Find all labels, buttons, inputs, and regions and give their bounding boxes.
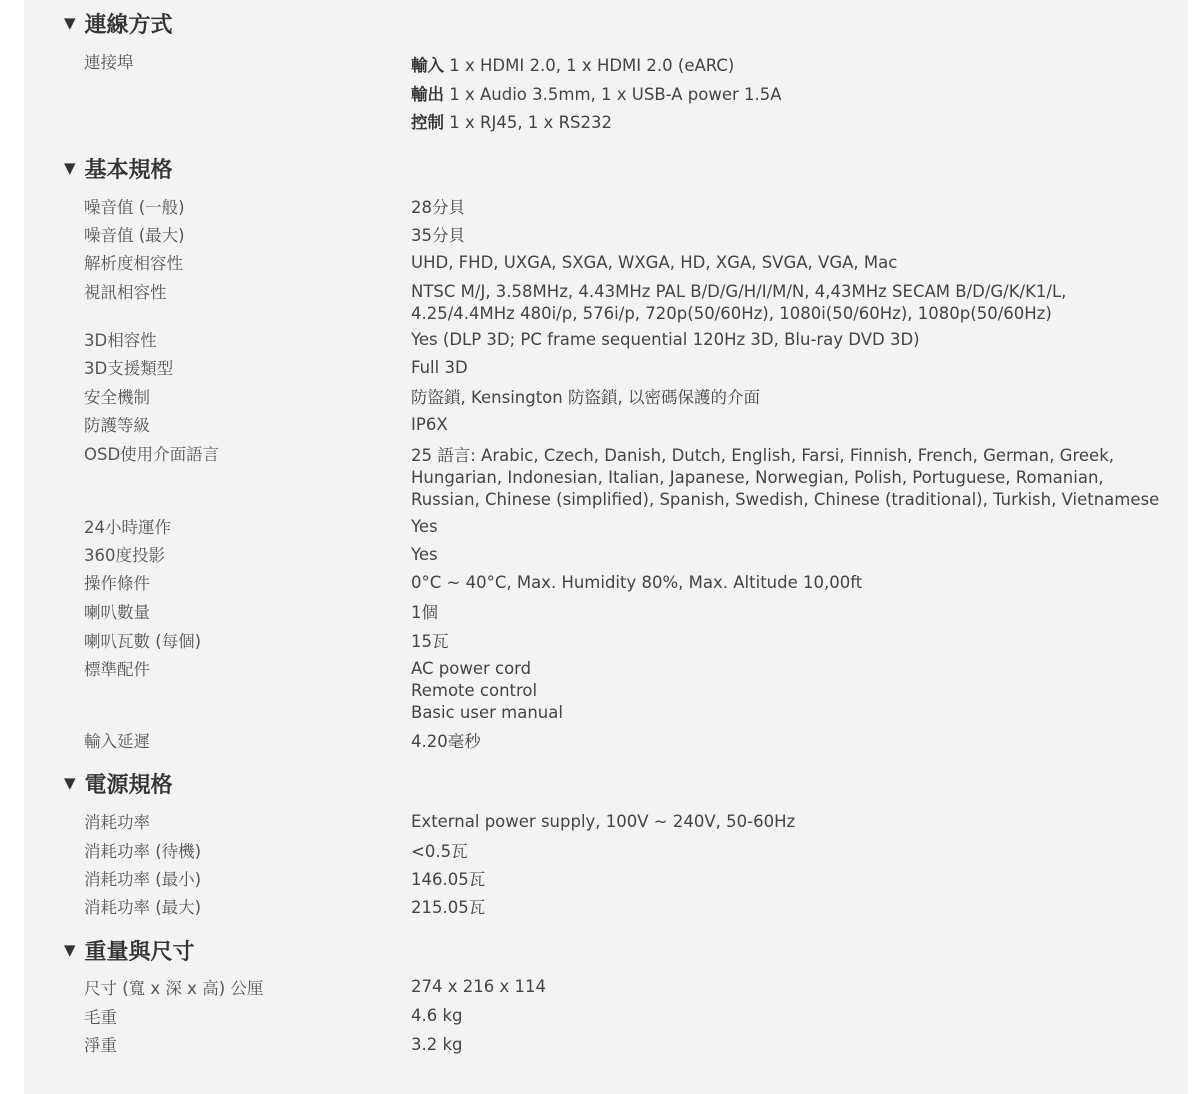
section-title: 連線方式 [84, 12, 173, 38]
spec-label: 解析度相容性 [84, 254, 183, 273]
spec-label: 喇叭瓦數 (每個) [84, 632, 202, 651]
spec-value-line: 15瓦 [411, 632, 449, 651]
spec-value-line: 輸出 1 x Audio 3.5mm, 1 x USB-A power 1.5A [411, 85, 782, 104]
spec-value-line: 4.20毫秒 [411, 732, 481, 751]
spec-label: 3D支援類型 [84, 359, 174, 378]
spec-value-line: <0.5瓦 [411, 842, 468, 861]
spec-label: 連接埠 [84, 53, 134, 72]
section-header-weight[interactable] [64, 933, 195, 967]
spec-label: 輸入延遲 [84, 732, 150, 751]
spec-value-line: 25 語言: Arabic, Czech, Danish, Dutch, English, Farsi, Finnish, French, German, Greek, [411, 446, 1114, 465]
spec-value-line: UHD, FHD, UXGA, SXGA, WXGA, HD, XGA, SVGA, VGA, Mac [411, 253, 898, 272]
spec-label: 噪音值 (最大) [84, 226, 185, 245]
spec-value-line: 3.2 kg [411, 1035, 463, 1054]
spec-label: OSD使用介面語言 [84, 445, 220, 464]
spec-label: 尺寸 (寬 x 深 x 高) 公厘 [84, 979, 264, 998]
spec-panel [24, 0, 1188, 1094]
spec-label: 防護等級 [84, 416, 150, 435]
spec-label: 噪音值 (一般) [84, 198, 185, 217]
spec-value-line: Yes [411, 517, 438, 536]
spec-value-line: 4.25/4.4MHz 480i/p, 576i/p, 720p(50/60Hz), 1080i(50/60Hz), 1080p(50/60Hz) [411, 304, 1052, 323]
spec-label: 消耗功率 [84, 813, 150, 832]
spec-value-line: Yes [411, 545, 438, 564]
spec-label: 消耗功率 (最小) [84, 870, 202, 889]
spec-label: 消耗功率 (最大) [84, 898, 202, 917]
spec-value-line: Full 3D [411, 358, 468, 377]
spec-value-line: 0°C ~ 40°C, Max. Humidity 80%, Max. Altitude 10,00ft [411, 573, 863, 592]
section-header-connection[interactable] [64, 6, 173, 40]
spec-value-line: 28分貝 [411, 198, 465, 217]
spec-value-line: Hungarian, Indonesian, Italian, Japanese, Norwegian, Polish, Portuguese, Romanian, [411, 468, 1104, 487]
spec-value-line: Yes (DLP 3D; PC frame sequential 120Hz 3D, Blu-ray DVD 3D) [411, 330, 920, 349]
spec-value-line: Russian, Chinese (simplified), Spanish, Swedish, Chinese (traditional), Turkish, Vietnamese [411, 490, 1160, 509]
spec-value-line: External power supply, 100V ~ 240V, 50-60Hz [411, 812, 796, 831]
spec-value-line: 35分貝 [411, 226, 465, 245]
section-title: 電源規格 [84, 772, 173, 798]
spec-value-line: NTSC M/J, 3.58MHz, 4.43MHz PAL B/D/G/H/I/M/N, 4,43MHz SECAM B/D/G/K/K1/L, [411, 282, 1067, 301]
section-title: 基本規格 [84, 157, 173, 183]
spec-value-line: 274 x 216 x 114 [411, 977, 546, 996]
spec-label: 安全機制 [84, 388, 150, 407]
spec-value-line: 控制 1 x RJ45, 1 x RS232 [411, 113, 612, 132]
spec-value-line: 215.05瓦 [411, 898, 486, 917]
spec-label: 24小時運作 [84, 518, 171, 537]
section-title: 重量與尺寸 [84, 939, 195, 965]
port-key: 控制 [411, 113, 444, 132]
spec-label: 3D相容性 [84, 331, 157, 350]
spec-label: 毛重 [84, 1008, 117, 1027]
triangle-down-icon: ▼ [64, 14, 76, 32]
spec-value-line: 輸入 1 x HDMI 2.0, 1 x HDMI 2.0 (eARC) [411, 56, 735, 75]
spec-label: 標準配件 [84, 660, 150, 679]
triangle-down-icon: ▼ [64, 159, 76, 177]
spec-label: 360度投影 [84, 546, 165, 565]
spec-value-line: Remote control [411, 681, 538, 700]
spec-label: 視訊相容性 [84, 283, 167, 302]
section-header-basic[interactable] [64, 151, 173, 185]
spec-value-line: 4.6 kg [411, 1006, 463, 1025]
spec-label: 喇叭數量 [84, 603, 150, 622]
spec-value-line: Basic user manual [411, 703, 563, 722]
port-key: 輸出 [411, 85, 444, 104]
triangle-down-icon: ▼ [64, 774, 76, 792]
spec-value-line: 146.05瓦 [411, 870, 486, 889]
spec-label: 操作條件 [84, 574, 150, 593]
port-key: 輸入 [411, 56, 444, 75]
spec-label: 消耗功率 (待機) [84, 842, 202, 861]
spec-value-line: IP6X [411, 415, 448, 434]
triangle-down-icon: ▼ [64, 941, 76, 959]
section-header-power[interactable] [64, 766, 173, 800]
spec-label: 淨重 [84, 1036, 117, 1055]
spec-value-line: 1個 [411, 603, 438, 622]
spec-value-line: 防盜鎖, Kensington 防盜鎖, 以密碼保護的介面 [411, 388, 760, 407]
spec-value-line: AC power cord [411, 659, 532, 678]
